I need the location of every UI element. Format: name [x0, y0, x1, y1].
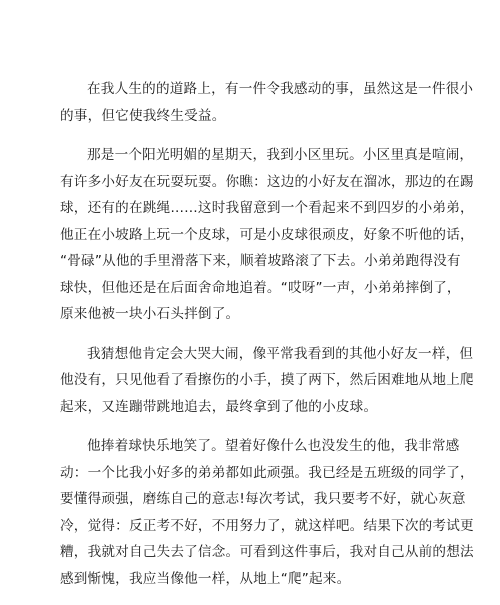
text-line: 在我人生的的道路上，有一件令我感动的事，虽然这是一件很小: [87, 81, 474, 97]
text-line: 冷，觉得：反正考不好，不用努力了，就这样吧。结果下次的考试更: [60, 517, 474, 534]
paragraph-2: [60, 142, 474, 328]
paragraph-4: [60, 433, 474, 592]
text-line: 的事，但它使我终生受益。: [60, 107, 226, 124]
text-line: 他捧着球快乐地笑了。望着好像什么也没发生的他，我非常感: [87, 438, 460, 454]
text-line: 糟，我就对自己失去了信念。可看到这件事后，我对自己从前的想法: [60, 544, 474, 560]
text-line: 原来他被一块小石头拌倒了。: [60, 306, 240, 322]
text-line: “骨碌”从他的手里滑落下来，顺着坡路滚了下去。小弟弟跑得没有: [60, 253, 461, 269]
text-line: 他没有，只见他看了看擦伤的小手，摸了两下，然后困难地从地上爬: [60, 372, 474, 388]
text-line: 我猜想他肯定会大哭大闹，像平常我看到的其他小好友一样，但: [87, 345, 474, 362]
text-line: 起来，又连蹦带跳地追去，最终拿到了他的小皮球。: [60, 398, 378, 415]
text-line: 动：一个比我小好多的弟弟都如此顽强。我已经是五班级的同学了，: [60, 464, 474, 481]
text-line: 他正在小坡路上玩一个皮球，可是小皮球很顽皮，好象不听他的话，: [60, 226, 474, 243]
text-line: 有许多小好友在玩耍玩耍。你瞧：这边的小好友在溜冰，那边的在踢: [60, 173, 474, 190]
paragraph-3: [60, 341, 474, 421]
text-line: 球，还有的在跳绳……这时我留意到一个看起来不到四岁的小弟弟，: [60, 200, 474, 216]
paragraph-1: [60, 76, 474, 129]
text-line: 要懂得顽强，磨练自己的意志!每次考试，我只要考不好，就心灰意: [60, 491, 466, 507]
text-line: 球快，但他还是在后面舍命地追着。“哎呀”一声，小弟弟摔倒了，: [60, 279, 461, 296]
text-line: 那是一个阳光明媚的星期天，我到小区里玩。小区里真是喧闹，: [87, 147, 474, 163]
essay-body: [60, 76, 474, 605]
text-line: 感到惭愧，我应当像他一样，从地上“爬”起来。: [60, 570, 351, 587]
